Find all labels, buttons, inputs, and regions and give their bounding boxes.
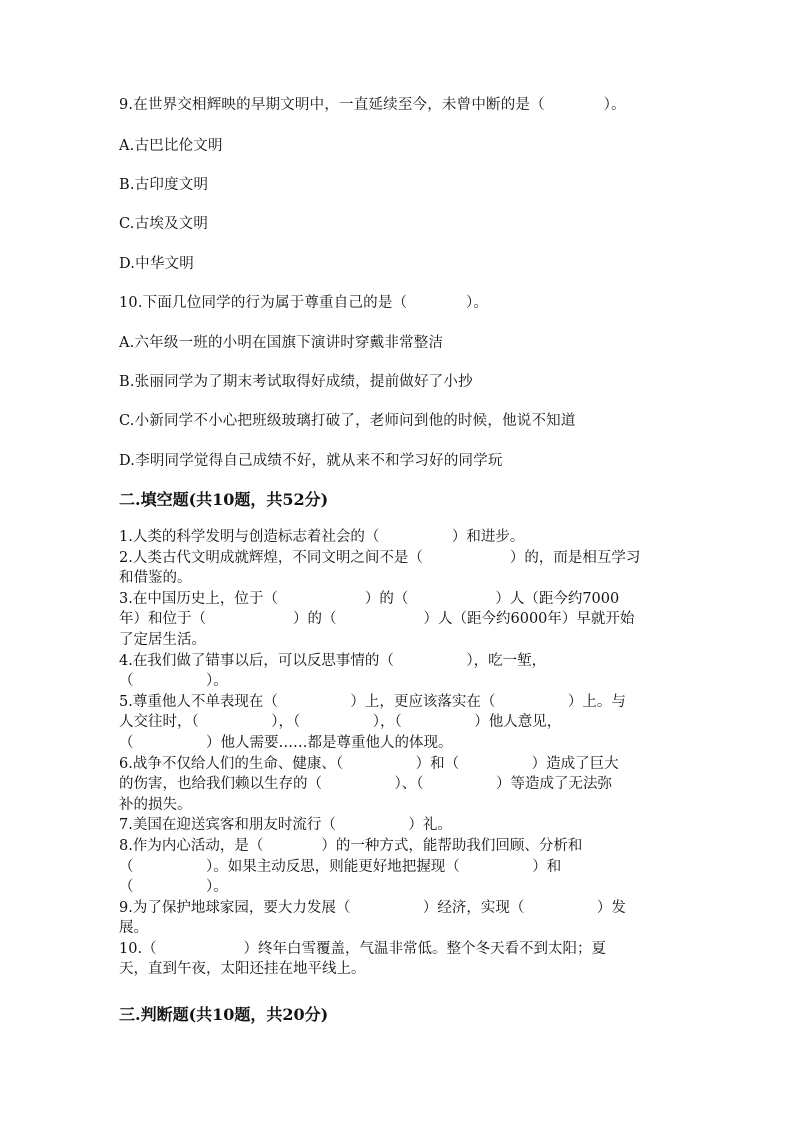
fill-line: 8.作为内心活动，是（ ）的一种方式，能帮助我们回顾、分析和	[119, 837, 583, 854]
fill-line: 9.为了保护地球家园，要大力发展（ ）经济，实现（ ）发	[119, 899, 626, 916]
fill-line: （ ）他人需要……都是尊重他人的体现。	[119, 734, 453, 751]
fill-line: 天，直到午夜，太阳还挂在地平线上。	[119, 961, 366, 978]
fill-line: （ ）。	[119, 879, 228, 896]
fill-line: 3.在中国历史上，位于（ ）的（ ）人（距今约7000	[119, 590, 620, 607]
fill-line: 6.战争不仅给人们的生命、健康、（ ）和（ ）造成了巨大	[119, 755, 619, 772]
fill-line: 7.美国在迎送宾客和朋友时流行（ ）礼。	[119, 817, 452, 834]
section2-questions	[119, 527, 679, 980]
fill-line: （ ）。	[119, 673, 228, 690]
section2-title: 二.填空题(共10题，共52分)	[119, 490, 329, 509]
fill-line: 5.尊重他人不单表现在（ ）上，更应该落实在（ ）上。与	[119, 693, 626, 710]
fill-line: 年）和位于（ ）的（ ）人（距今约6000年）早就开始	[119, 611, 635, 628]
fill-line: 补的损失。	[119, 796, 192, 813]
fill-line: 4.在我们做了错事以后，可以反思事情的（ ），吃一堑，	[119, 652, 547, 669]
fill-line: （ ）。如果主动反思，则能更好地把握现（ ）和	[119, 858, 562, 875]
section3-title: 三.判断题(共10题，共20分)	[119, 1005, 329, 1024]
fill-line: 10.（ ）终年白雪覆盖，气温非常低。整个冬天看不到太阳；夏	[119, 940, 607, 957]
fill-line: 展。	[119, 920, 148, 937]
q10-option-d: D.李明同学觉得自己成绩不好，就从来不和学习好的同学玩	[119, 453, 503, 469]
q10-option-a: A.六年级一班的小明在国旗下演讲时穿戴非常整洁	[119, 335, 444, 351]
fill-line: 人交往时，（ ），（ ），（ ）他人意见，	[119, 714, 562, 731]
q9-option-a: A.古巴比伦文明	[119, 138, 223, 154]
q9-option-c: C.古埃及文明	[119, 216, 209, 232]
q10-option-b: B.张丽同学为了期末考试取得好成绩，提前做好了小抄	[119, 374, 473, 390]
fill-line: 的伤害，也给我们赖以生存的（ ）、（ ）等造成了无法弥	[119, 776, 612, 793]
q9-stem: 9.在世界交相辉映的早期文明中，一直延续至今，未曾中断的是（ ）。	[119, 97, 626, 113]
fill-line: 了定居生活。	[119, 631, 206, 648]
fill-line: 2.人类古代文明成就辉煌，不同文明之间不是（ ）的，而是相互学习	[119, 549, 641, 566]
q10-stem: 10.下面几位同学的行为属于尊重自己的是（ ）。	[119, 295, 489, 311]
q9-option-b: B.古印度文明	[119, 177, 209, 193]
q9-option-d: D.中华文明	[119, 256, 194, 272]
fill-line: 和借鉴的。	[119, 570, 192, 587]
q10-option-c: C.小新同学不小心把班级玻璃打破了，老师问到他的时候，他说不知道	[119, 413, 576, 429]
fill-line: 1.人类的科学发明与创造标志着社会的（ ）和进步。	[119, 529, 525, 545]
